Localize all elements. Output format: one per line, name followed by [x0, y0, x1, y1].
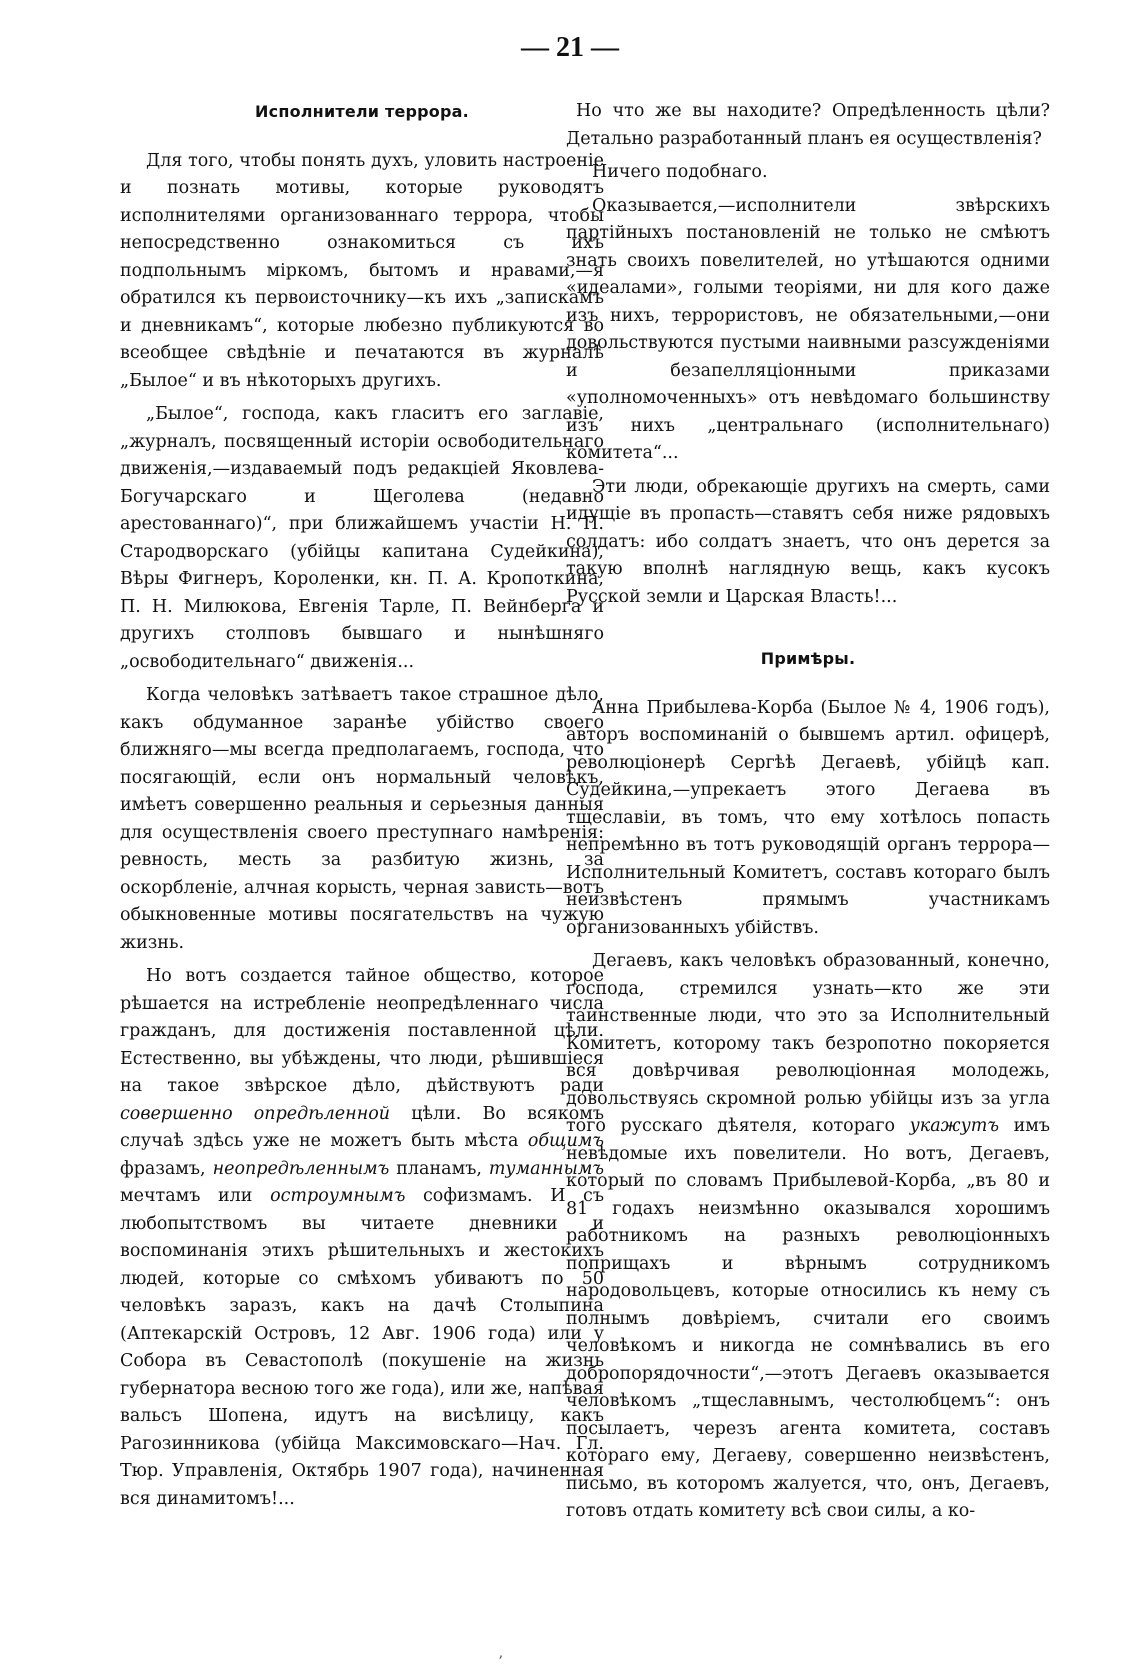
left-paragraph-2: „Былое“, господа, какъ гласитъ его заглавіе, „журналъ, посвященный исторіи освободительнаго движенія,—издаваемый подъ редакціей Яковлева-Богучарскаго и Щеголева (недавно арестованнаго)“, при ближайшемъ участіи Н. П. Стародворскаго (убійцы капитана Судейкина), Вѣры Фигнеръ, Короленки, кн. П. А. Кропоткина, П. Н. Милюкова, Евгенія Тарле, П. Вейнберга и другихъ столповъ бывшаго и нынѣшняго „освободительнаго“ движенія...	[120, 404, 604, 672]
print-mark: ʼ	[498, 1654, 503, 1670]
right-paragraph-6	[566, 948, 1050, 1526]
italic-run: неопредѣленнымъ	[212, 1158, 390, 1179]
page-number: — 21 —	[521, 32, 619, 63]
italic-run: общимъ	[527, 1131, 604, 1151]
section-heading-examples: Примѣры.	[760, 649, 856, 668]
right-paragraph-2: Ничего подобнаго.	[592, 162, 768, 182]
text-run: цѣли. Во всякомъ случаѣ здѣсь уже не можетъ быть мѣста	[120, 1103, 604, 1151]
italic-run: укажутъ	[909, 1116, 999, 1136]
right-column	[566, 98, 1050, 1532]
text-run: фразамъ,	[120, 1158, 213, 1179]
section-heading-terror-executors: Исполнители террора.	[255, 102, 469, 121]
italic-run: остроумнымъ	[270, 1186, 406, 1206]
text-run: имъ невѣдомые ихъ повелители. Но вотъ, Дегаевъ, который по словамъ Прибылевой-Корба, „въ 80 и 81 годахъ неизмѣнно оказывался хорошимъ работникомъ на разныхъ революціонныхъ поприщахъ и вѣрнымъ сотрудникомъ народовольцевъ, которые относились къ нему съ полнымъ довѣріемъ, считали его своимъ человѣкомъ и никогда не сомнѣвались въ его добропорядочности“,—этотъ Дегаевъ оказывается человѣкомъ „тщеславнымъ, честолюбцемъ“: онъ посылаетъ, черезъ агента комитета, составъ котораго ему, Дегаеву, совершенно неизвѣстенъ, письмо, въ которомъ жалуется, что, онъ, Дегаевъ, готовъ отдать комитету всѣ свои силы, а ко-	[566, 1116, 1050, 1521]
text-run: Дегаевъ, какъ человѣкъ образованный, конечно, господа, стремился узнать—кто же эти таинственные люди, что это за Исполнительный Комитетъ, которому такъ безропотно покоряется вся довѣрчивая революціонная молодежь, довольствуясь скромной ролью убійцы изъ за угла того русскаго дѣятеля, котораго	[566, 951, 1050, 1136]
left-paragraph-1: Для того, чтобы понять духъ, уловить настроеніе и познать мотивы, которые руководятъ исполнителями организованнаго террора, чтобы непосредственно ознакомиться съ ихъ подпольнымъ міркомъ, бытомъ и нравами,—я обратился къ первоисточнику—къ ихъ „запискамъ и дневникамъ“, которые любезно публикуются во всеобщее свѣдѣніе и печатаются въ журналѣ „Былое“ и въ нѣкоторыхъ другихъ.	[120, 150, 604, 391]
right-paragraph-3: Оказывается,—исполнители звѣрскихъ партійныхъ постановленій не только не смѣютъ знать своихъ повелителей, но утѣшаются одними «идеалами», голыми теоріями, ни для кого даже изъ нихъ, террористовъ, не обязательными,—они довольствуются пустыми наивными разсужденіями и безапелляціонными приказами «уполномоченныхъ» отъ невѣдомаго большинству изъ нихъ „центральнаго (исполнительнаго) комитета“...	[566, 195, 1050, 463]
text-run: Но вотъ создается тайное общество, которое рѣшается на истребленіе неопредѣленнаго числа гражданъ, для достиженія поставленной цѣли. Естественно, вы убѣждены, что люди, рѣшившіеся на такое звѣрское дѣло, дѣйствуютъ ради	[120, 966, 604, 1096]
text-run: мечтамъ или	[120, 1186, 271, 1206]
text-run: планамъ,	[389, 1158, 489, 1179]
left-paragraph-3: Когда человѣкъ затѣваетъ такое страшное дѣло, какъ обдуманное заранѣе убійство своего ближняго—мы всегда предполагаемъ, господа, что посягающій, если онъ нормальный человѣкъ, имѣетъ совершенно реальныя и серьезныя данныя для осуществленія своего преступнаго намѣренія: ревность, месть за разбитую жизнь, за оскорбленіе, алчная корысть, черная зависть—вотъ обыкновенные мотивы посягательствъ на чужую жизнь.	[120, 685, 604, 953]
right-paragraph-4: Эти люди, обрекающіе другихъ на смерть, сами идущіе въ пропасть—ставятъ себя ниже рядовыхъ солдатъ: ибо солдатъ знаетъ, что онъ дерется за такую вполнѣ наглядную вещь, какъ кусокъ Русской земли и Царская Власть!...	[566, 476, 1050, 607]
italic-run: совершенно опредѣленной	[120, 1103, 391, 1124]
left-paragraph-4	[120, 963, 604, 1513]
text-run: софизмамъ. И съ любопытствомъ вы читаете дневники и воспоминанія этихъ рѣшительныхъ и жестокихъ людей, которые со смѣхомъ убиваютъ по 50 человѣкъ заразъ, какъ на дачѣ Столыпина (Аптекарскій Островъ, 12 Авг. 1906 года) или у Собора въ Севастополѣ (покушеніе на жизнь губернатора весною того же года), или же, напѣвая вальсъ Шопена, идутъ на висѣлицу, какъ Рагозинникова (убійца Максимовскаго—Нач. Гл. Тюр. Управленія, Октябрь 1907 года), начиненная вся динамитомъ!...	[120, 1186, 604, 1509]
italic-run: туманнымъ	[488, 1158, 604, 1179]
right-paragraph-1: Но что же вы находите? Опредѣленность цѣли? Детально разработанный планъ ея осуществленія?	[566, 101, 1050, 149]
right-paragraph-5: Анна Прибылева-Корба (Былое № 4, 1906 годъ), авторъ воспоминаній о бывшемъ артил. офицерѣ, революціонерѣ Сергѣѣ Дегаевѣ, убійцѣ кап. Судейкина,—упрекаетъ этого Дегаева въ тщеславіи, въ томъ, что ему хотѣлось попасть непремѣнно въ тотъ руководящій органъ террора—Исполнительный Комитетъ, составъ котораго былъ неизвѣстенъ прямымъ участникамъ организованныхъ убійствъ.	[566, 697, 1050, 938]
left-column	[120, 98, 604, 1519]
